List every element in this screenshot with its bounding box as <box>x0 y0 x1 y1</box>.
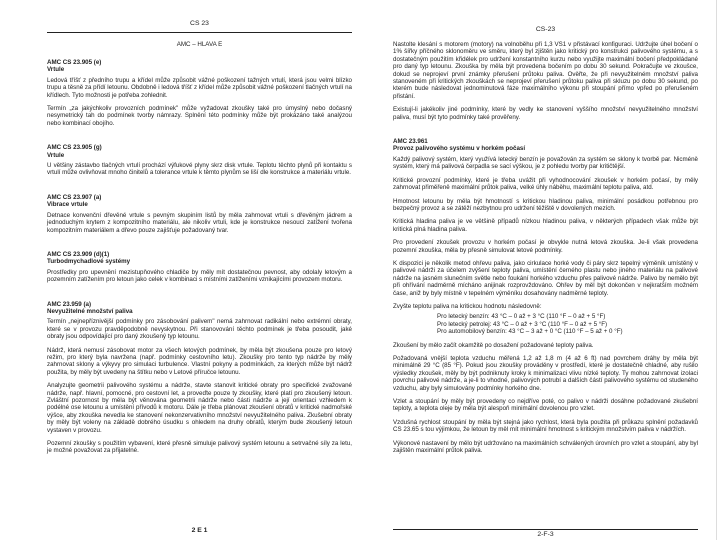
list-item: Pro letecký benzín: 43 °C – 0 až + 3 °C (110 °F – 0 až + 5 °F) <box>437 313 606 321</box>
list-item: Pro automobilový benzín: 43 °C – 3 až + 0 °C (110 °F – 5 až + 0 °F) <box>437 328 623 336</box>
paragraph: Zvyšte teplotu paliva na kritickou hodnotu následovně: <box>393 302 542 310</box>
heading-code: AMC CS 23.907 (a) <box>47 193 102 201</box>
paragraph: Vzdušná rychlost stoupání by měla být stejná jako rychlost, která byla použita při průkazu splnění požadavků CS 23.65 s tou výjimkou, že letoun by měl mít minimální hmotnost s kritickým množstvím paliva v nádržích. <box>393 418 698 434</box>
footer-rule <box>393 529 698 530</box>
heading-title: Provoz palivového systému v horkém počasí <box>393 145 526 153</box>
paragraph: Termín „nejnepříznivější podmínky pro zásobování palivem" nemá zahrnovat radikální nebo extrémní obraty, které se v provozu pravděpodobně nevyskytnou. Při stanovování těchto podmínek je třeba posoudit, jaké obraty jsou odpovídající pro daný zkoušený typ letounu. <box>47 318 352 341</box>
heading-title: Nevyužitelné množství paliva <box>47 307 133 315</box>
paragraph: Kritické provozní podmínky, které je třeba uvážit při vyhodnocování zkoušek v horkém počasí, by měly zahrnovat přiměřeně maximální průtok paliva, velké úhly náběhu, maximální teplotu paliva, atd. <box>393 176 698 192</box>
paragraph: Ledová tříšť z předního trupu a křídel může způsobit vážné poškození tažných vrtulí, která jsou velmi blízko trupu a těsně za přídí letounu. Obdobně i ledová tříšť z křídel může způsobit vážné poškození tlačných vrtulí na křídlech. Tyto možnosti je potřeba zohlednit. <box>47 76 352 99</box>
section-heading <box>47 194 352 209</box>
left-page-body <box>47 59 352 455</box>
paragraph: Vzlet a stoupání by měly být provedeny co nejdříve poté, co palivo v nádrži dosáhne požadované zkušební teploty, a teplota oleje by měla být alespoň minimální dovolenou pro vzlet. <box>393 398 698 413</box>
heading-title: Vibrace vrtule <box>47 201 88 209</box>
list-item: Pro letecký petrolej: 43 °C – 0 až + 3 °C (110 °F – 0 až + 5 °F) <box>437 320 608 328</box>
paragraph: Kritická hladina paliva je ve většině případů nízkou hladinou paliva, v některých případech však může být kritická plná hladina paliva. <box>393 218 698 233</box>
paragraph: Pozemní zkoušky s použitím vybavení, které přesně simuluje palivový systém letounu a setrvačné síly za letu, je možné považovat za přijatelné. <box>47 440 352 455</box>
section-heading <box>393 138 698 153</box>
header-rule <box>47 32 352 33</box>
page-number: 2 E 1 <box>191 527 208 534</box>
section-heading <box>47 59 352 74</box>
paragraph: Každý palivový systém, který využívá letecký benzín je považován za systém se sklony k tvorbě par. Nicméně systém, který má palivová čerpadla se sací výškou, je z pohledu tvorby par kritičtější. <box>393 155 698 171</box>
paragraph: Zkoušení by mělo začít okamžitě po dosažení požadované teploty paliva. <box>393 341 594 349</box>
paragraph: Detnace konvenční dřevěné vrtule s pevným skupiním listů by měla zahrnovat vrtuli s dřevěným jádrem a jednoduchým krytem z kompozitního materiálu, ale nikoliv vrtuli, kde je konstrukce nesoucí zatížení tvořena kompozitním materiálem a dřevo pouze zajišťuje požadovaný tvar. <box>47 211 352 234</box>
paragraph: U většiny zástavbo tlačných vrtulí prochází výfukové plyny skrz disk vrtule. Teplotu těchto plynů při kontaktu s vrtulí může ovlivňovat mnoho činitelů a tolerance vrtule k těmto plynům se liší dle konstrukce a materiálu vrtule. <box>47 162 352 177</box>
section-heading <box>47 144 352 159</box>
paragraph: Výkonové nastavení by mělo být udržováno na maximálních schválených úrovních pro vzlet a stoupání, aby byl zajištěn maximální průtok paliva. <box>393 439 698 455</box>
paragraph: Prostředky pro upevnění mezistupňového chladiče by měly mít dostatečnou pevnost, aby odolaly letovým a pozemním zatížením pro letoun jako celek v kombinaci s místními zatíženími vznikajícími provozem motoru. <box>47 268 352 284</box>
running-head: CS 23 <box>190 20 209 27</box>
heading-title: Turbodmychadlové systémy <box>47 258 131 266</box>
heading-code: AMC CS 23.909 (d)(1) <box>47 250 110 258</box>
heading-title: Vrtule <box>47 151 65 159</box>
page-edge <box>716 0 717 540</box>
section-heading <box>47 301 352 316</box>
heading-code: AMC 23.961 <box>393 138 428 146</box>
running-head: CS-23 <box>535 26 556 33</box>
paragraph: Termín „za jakýchkoliv provozních podmínek" může vyžadovat zkoušky také pro úmyslný nebo dočasný nesymetrický tah do podmínek tvorby námrazy. Splnění této podmínky může být prokázáno také analýzou nebo kombinací obojího. <box>47 105 352 127</box>
heading-title: Vrtule <box>47 66 65 74</box>
paragraph: Hmotnost letounu by měla být hmotností s kritickou hladinou paliva, minimální posádkou potřebnou pro bezpečný provoz a se zátěží nezbytnou pro udržení těžiště v dovolených mezích. <box>393 197 698 212</box>
heading-code: AMC CS 23.905 (g) <box>47 144 102 152</box>
heading-code: AMC 23.959 (a) <box>47 300 92 308</box>
paragraph: Nastolte klesání s motorem (motory) na volnoběhu při 1,3 VS1 v přistávací konfiguraci. Udržujte úhel bočení o 1% šířky příčného sklonoměru ve směru, který byl zjištěn jako kritický pro konstrukci palivového systému, a s dostatečným použitím křidélek pro udržení konstantního kurzu nebo využijte maximální bočení předpokládané pro daný typ letounu. Zkouška by měla být provedena bočením po dobu 30 sekund. Pokračujte ve zkoušce, dokud se neprojeví první známky přerušení průtoku paliva. Ověřte, že při nevyužitelném množství paliva stanoveném při kritických zkouškách se neprojeví přerušení průtoku paliva při skluzu po dobu 30 sekund, po kterém bude následovat jednominutová fáze maximálního výkonu při stoupání přímo vpřed po přerušeném přistání. <box>393 41 698 100</box>
paragraph: Nádrž, která nemusí zásobovat motor za všech letových podmínek, by měla být zkoušena pouze pro letový režim, pro který byla navržena (např. podmínky cestovního letu). Zkoušky pro tento typ nádrže by měly zahrnovat sklony a výkyvy pro simulaci turbulence. Vlastní pokyny a podmínkách, za kterých může být nádrž použita, by měly být uvedeny na štítku nebo v Letové příručce letounu. <box>47 346 352 376</box>
page-number: 2-F-3 <box>537 531 554 538</box>
paragraph: K dispozici je několik metod ohřevu paliva, jako cirkulace horké vody či páry skrz tepelný výměník umístěný v palivové nádrži za účelem zvýšení teploty paliva, umístění černého plastu nebo jiného materiálu na palivové nádrže na jasném slunečním světle nebo foukání horkého vzduchu přes palivové nádrže. Palivo by nemělo být při ohřívání nadměrně mícháno anijinak rozprovždováno. Ohřev by měl být dokončen v nejkratším možném čase, aniž by byly místně v tepelném výměníku dosahovány nadměrné teploty. <box>393 259 698 297</box>
section-heading <box>47 251 352 266</box>
left-page <box>47 0 352 540</box>
paragraph: Požadovaná vnější teplota vzduchu měřená 1,2 až 1,8 m (4 až 6 ft) nad povrchem dráhy by měla být minimálně 29 °C (85 °F). Pokud jsou zkoušky prováděny v prostředí, které je dostatečně chladné, aby rušilo výsledky zkoušek, měly by být podniknuty kroky k minimalizaci vlivu nízké teploty. Ty mohou zahrnovat izolaci povrchu palivové nádrže, a je-li to vhodné, palivových potrubí a dalších částí palivového systému od studeného vzduchu, aby byly simulovány podmínky horkého dne. <box>393 355 698 392</box>
paragraph: Existují-li jakékoliv jiné podmínky, které by vedly ke stanovení vyššího množství nevyužitelného množství paliva, musí být tyto podmínky také prověřeny. <box>393 106 698 121</box>
section-title: AMC – HLAVA E <box>176 41 223 48</box>
paragraph: Analyzujte geometrii palivového systému a nádrže, stavte stanovit kritické obraty pro specifické zvažované nádrže, např. hlavní, pomocné, pro cestovní let, a proveďte pouze ty zkoušky, které platí pro zkoušený letoun. Zvláštní pozornost by měla být věnována geometrii nádrže nebo části nádrže a její orientaci vzhledem k podélné ose letounu a umístění přívodů k motoru. Dále je třeba plánovat zkoušení obratů v kritické nadmořské výšce, aby zkouška nevedla ke stanovení nekonzervativního množství nevyužitelného paliva. Zkušební obraty by měly být voleny na základě dobrého úsudku s ohledem na druhy obratů, kterým bude zkoušený letoun vystaven v provozu. <box>47 382 352 434</box>
right-page <box>393 0 698 540</box>
paragraph: Pro provedení zkoušek provozu v horkém počasí je obvykle nutná letová zkouška. Je-li však provedena pozemní zkouška, měla by přesně simulovat letové podmínky. <box>393 239 698 254</box>
heading-code: AMC CS 23.905 (e) <box>47 59 102 66</box>
right-page-body <box>393 41 698 454</box>
